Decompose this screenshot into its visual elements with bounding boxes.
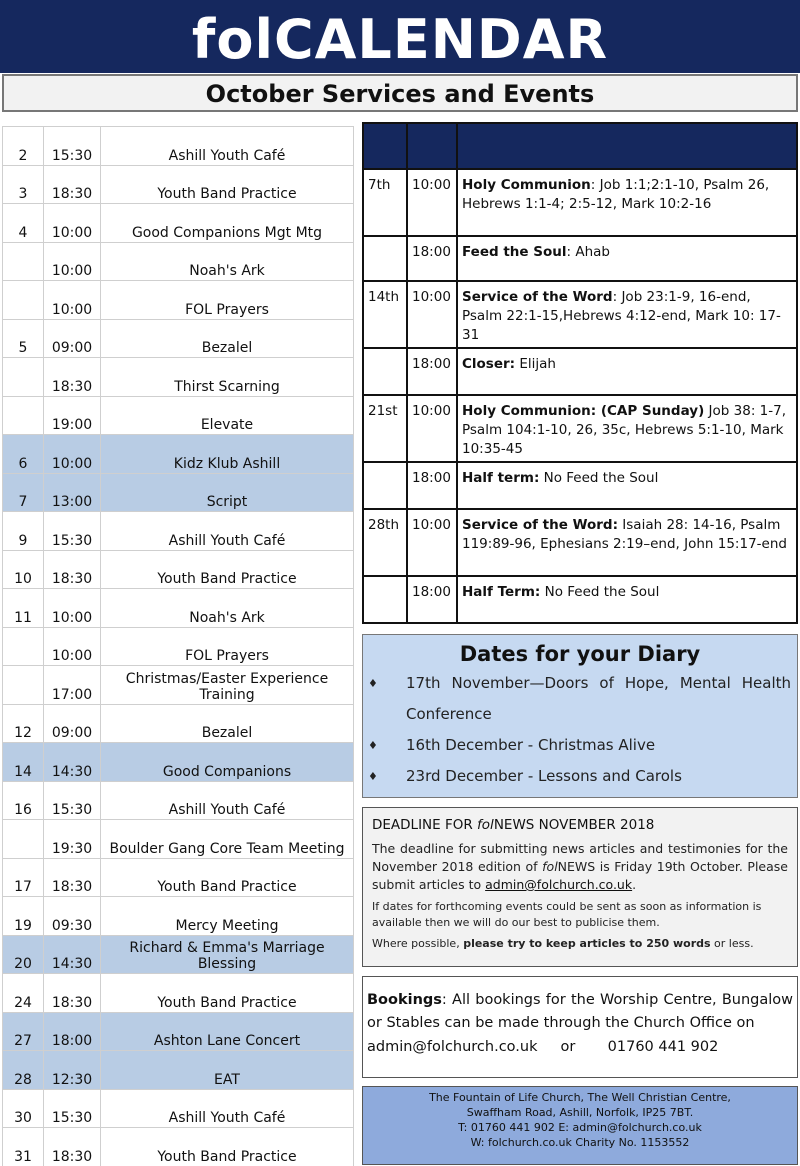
schedule-day <box>3 627 44 666</box>
bookings-contact <box>367 1036 793 1059</box>
service-time: 18:00 <box>407 462 457 509</box>
service-description <box>457 281 797 348</box>
schedule-row <box>3 1051 354 1090</box>
bookings-phone[interactable]: 01760 441 902 <box>607 1039 719 1055</box>
schedule-time: 17:00 <box>44 666 101 705</box>
schedule-event: Noah's Ark <box>101 589 354 628</box>
service-title: Holy Communion: (CAP Sunday) <box>462 403 705 419</box>
schedule-time: 09:00 <box>44 319 101 358</box>
schedule-day: 16 <box>3 781 44 820</box>
diary-item-text: 23rd December - Lessons and Carols <box>406 767 682 785</box>
service-time: 10:00 <box>407 169 457 236</box>
bookings-panel <box>362 976 798 1078</box>
schedule-event: Good Companions <box>101 743 354 782</box>
service-title: Half term: <box>462 470 540 486</box>
schedule-event: Youth Band Practice <box>101 1128 354 1166</box>
service-description <box>457 509 797 576</box>
deadline-title-fol: fol <box>477 817 494 833</box>
service-row <box>363 395 797 462</box>
schedule-day <box>3 281 44 320</box>
service-date <box>363 236 407 281</box>
schedule-event: Youth Band Practice <box>101 550 354 589</box>
footer-line: The Fountain of Life Church, The Well Christian Centre, <box>429 1091 731 1104</box>
schedule-event: Christmas/Easter Experience Training <box>101 666 354 705</box>
deadline-limit-bold: please try to keep articles to 250 words <box>463 937 711 950</box>
schedule-row <box>3 512 354 551</box>
schedule-event: Ashton Lane Concert <box>101 1012 354 1051</box>
schedule-day: 10 <box>3 550 44 589</box>
service-date <box>363 576 407 623</box>
schedule-day: 11 <box>3 589 44 628</box>
service-detail: : Job 23:1-9, 16-end, Psalm 22:1-15,Hebrews 4:12-end, Mark 10: 17-31 <box>462 289 781 343</box>
schedule-time: 15:30 <box>44 127 101 166</box>
schedule-row <box>3 935 354 974</box>
schedule-event: Good Companions Mgt Mtg <box>101 204 354 243</box>
events-schedule-table <box>2 126 354 1166</box>
schedule-event: FOL Prayers <box>101 281 354 320</box>
deadline-text-part: NEWS is Friday 19th October. Please submit articles to <box>372 859 788 892</box>
schedule-event: Ashill Youth Café <box>101 512 354 551</box>
schedule-day: 12 <box>3 704 44 743</box>
service-detail: Isaiah 28: 14-16, Psalm 119:89-96, Ephesians 2:19–end, John 15:17-end <box>462 517 787 552</box>
schedule-time: 14:30 <box>44 935 101 974</box>
diamond-bullet-icon: ♦ <box>368 677 378 690</box>
schedule-day <box>3 820 44 859</box>
schedule-day <box>3 242 44 281</box>
service-row <box>363 169 797 236</box>
service-description <box>457 576 797 623</box>
schedule-day: 7 <box>3 473 44 512</box>
schedule-day: 27 <box>3 1012 44 1051</box>
schedule-event: FOL Prayers <box>101 627 354 666</box>
schedule-row <box>3 666 354 705</box>
deadline-word-limit <box>372 936 788 952</box>
service-row <box>363 348 797 395</box>
deadline-text-part: . <box>632 877 637 892</box>
schedule-row <box>3 435 354 474</box>
schedule-time: 18:30 <box>44 974 101 1013</box>
schedule-day: 24 <box>3 974 44 1013</box>
footer-line: T: 01760 441 902 E: admin@folchurch.co.uk <box>458 1121 702 1134</box>
service-detail: Elijah <box>515 356 556 372</box>
deadline-text <box>372 840 788 894</box>
page-subtitle: October Services and Events <box>2 74 798 112</box>
service-title: Feed the Soul <box>462 244 567 260</box>
schedule-time: 10:00 <box>44 281 101 320</box>
service-time: 18:00 <box>407 348 457 395</box>
schedule-row <box>3 743 354 782</box>
schedule-day <box>3 666 44 705</box>
schedule-row <box>3 204 354 243</box>
schedule-row <box>3 127 354 166</box>
bookings-text: : All bookings for the Worship Centre, Bungalow or Stables can be made through the Church Office on <box>367 992 793 1031</box>
schedule-event: Mercy Meeting <box>101 897 354 936</box>
service-row <box>363 509 797 576</box>
services-header-cell <box>363 123 407 169</box>
service-title: Closer: <box>462 356 516 372</box>
schedule-row <box>3 550 354 589</box>
service-date: 28th <box>363 509 407 576</box>
service-time: 18:00 <box>407 576 457 623</box>
schedule-day: 19 <box>3 897 44 936</box>
schedule-time: 19:00 <box>44 396 101 435</box>
service-time: 18:00 <box>407 236 457 281</box>
service-date: 14th <box>363 281 407 348</box>
schedule-event: Ashill Youth Café <box>101 127 354 166</box>
diary-item-text: 16th December - Christmas Alive <box>406 736 656 754</box>
schedule-row <box>3 281 354 320</box>
diary-item <box>363 761 797 792</box>
schedule-event: Script <box>101 473 354 512</box>
schedule-event: Youth Band Practice <box>101 974 354 1013</box>
deadline-note: If dates for forthcoming events could be sent as soon as information is available then we will do our best to publicise them. <box>372 900 762 929</box>
schedule-day: 6 <box>3 435 44 474</box>
service-row <box>363 576 797 623</box>
schedule-day: 17 <box>3 858 44 897</box>
schedule-day <box>3 358 44 397</box>
schedule-time: 10:00 <box>44 204 101 243</box>
service-row <box>363 281 797 348</box>
service-date <box>363 348 407 395</box>
deadline-title-part: NEWS NOVEMBER 2018 <box>493 817 655 833</box>
service-date: 7th <box>363 169 407 236</box>
schedule-row <box>3 627 354 666</box>
service-date <box>363 462 407 509</box>
services-header-cell <box>407 123 457 169</box>
schedule-time: 15:30 <box>44 781 101 820</box>
diary-item <box>363 730 797 761</box>
schedule-event: Boulder Gang Core Team Meeting <box>101 820 354 859</box>
deadline-text-part: The deadline for submitting news articles and testimonies for the November 2018 edition of <box>372 841 788 874</box>
deadline-limit-part: Where possible, <box>372 937 464 950</box>
masthead-title: folCALENDAR <box>0 0 800 73</box>
schedule-event: Thirst Scarning <box>101 358 354 397</box>
schedule-row <box>3 858 354 897</box>
footer-contact <box>362 1086 798 1165</box>
diary-panel <box>362 634 798 798</box>
schedule-day: 5 <box>3 319 44 358</box>
service-title: Half Term: <box>462 584 541 600</box>
schedule-event: Noah's Ark <box>101 242 354 281</box>
schedule-day <box>3 396 44 435</box>
schedule-event: Youth Band Practice <box>101 165 354 204</box>
services-header-cell <box>457 123 797 169</box>
schedule-time: 18:30 <box>44 858 101 897</box>
service-description <box>457 348 797 395</box>
schedule-time: 13:00 <box>44 473 101 512</box>
deadline-panel <box>362 807 798 967</box>
schedule-event: Ashill Youth Café <box>101 1089 354 1128</box>
schedule-time: 09:30 <box>44 897 101 936</box>
service-description <box>457 236 797 281</box>
schedule-event: Bezalel <box>101 319 354 358</box>
service-description <box>457 169 797 236</box>
schedule-time: 14:30 <box>44 743 101 782</box>
service-title: Holy Communion <box>462 177 591 193</box>
service-time: 10:00 <box>407 509 457 576</box>
diary-list <box>363 668 797 792</box>
schedule-row <box>3 897 354 936</box>
schedule-time: 09:00 <box>44 704 101 743</box>
services-table <box>362 122 798 624</box>
diamond-bullet-icon: ♦ <box>368 739 378 752</box>
schedule-day: 20 <box>3 935 44 974</box>
deadline-title <box>372 817 788 833</box>
schedule-time: 10:00 <box>44 627 101 666</box>
service-detail: No Feed the Soul <box>539 470 659 486</box>
schedule-row <box>3 974 354 1013</box>
schedule-time: 10:00 <box>44 435 101 474</box>
schedule-day: 2 <box>3 127 44 166</box>
schedule-time: 15:30 <box>44 1089 101 1128</box>
service-row <box>363 462 797 509</box>
deadline-title-part: DEADLINE FOR <box>372 817 478 833</box>
bookings-or: or <box>560 1039 576 1055</box>
diary-item <box>363 668 797 730</box>
schedule-row <box>3 319 354 358</box>
schedule-day: 31 <box>3 1128 44 1166</box>
deadline-limit-part: or less. <box>710 937 754 950</box>
service-date: 21st <box>363 395 407 462</box>
service-detail: Job 38: 1-7, Psalm 104:1-10, 26, 35c, Hebrews 5:1-10, Mark 10:35-45 <box>462 403 787 457</box>
schedule-time: 18:30 <box>44 550 101 589</box>
schedule-day: 3 <box>3 165 44 204</box>
schedule-row <box>3 1089 354 1128</box>
service-title: Service of the Word <box>462 289 613 305</box>
schedule-day: 28 <box>3 1051 44 1090</box>
schedule-time: 15:30 <box>44 512 101 551</box>
footer-line: W: folchurch.co.uk Charity No. 1153552 <box>470 1136 690 1149</box>
footer-line: Swaffham Road, Ashill, Norfolk, IP25 7BT. <box>466 1106 694 1119</box>
schedule-time: 19:30 <box>44 820 101 859</box>
schedule-row <box>3 704 354 743</box>
schedule-event: Elevate <box>101 396 354 435</box>
schedule-time: 10:00 <box>44 242 101 281</box>
services-header-row <box>363 123 797 169</box>
diary-item-text: 17th November—Doors of Hope, Mental Health Conference <box>406 674 791 723</box>
bookings-email[interactable]: admin@folchurch.co.uk <box>367 1039 538 1055</box>
service-time: 10:00 <box>407 281 457 348</box>
schedule-event: Kidz Klub Ashill <box>101 435 354 474</box>
service-row <box>363 236 797 281</box>
schedule-time: 12:30 <box>44 1051 101 1090</box>
schedule-day: 4 <box>3 204 44 243</box>
service-time: 10:00 <box>407 395 457 462</box>
diary-title: Dates for your Diary <box>459 642 701 666</box>
schedule-time: 18:30 <box>44 165 101 204</box>
bookings-label: Bookings <box>367 992 442 1008</box>
schedule-row <box>3 396 354 435</box>
schedule-row <box>3 1012 354 1051</box>
schedule-time: 18:30 <box>44 1128 101 1166</box>
schedule-row <box>3 589 354 628</box>
service-detail: No Feed the Soul <box>540 584 660 600</box>
schedule-row <box>3 358 354 397</box>
schedule-time: 18:30 <box>44 358 101 397</box>
schedule-row <box>3 820 354 859</box>
schedule-row <box>3 781 354 820</box>
schedule-event: Youth Band Practice <box>101 858 354 897</box>
schedule-event: Ashill Youth Café <box>101 781 354 820</box>
service-detail: : Job 1:1;2:1-10, Psalm 26, Hebrews 1:1-4; 2:5-12, Mark 10:2-16 <box>462 177 770 212</box>
service-description <box>457 395 797 462</box>
service-description <box>457 462 797 509</box>
diamond-bullet-icon: ♦ <box>368 770 378 783</box>
schedule-event: Bezalel <box>101 704 354 743</box>
deadline-text-fol: fol <box>542 859 558 874</box>
schedule-event: EAT <box>101 1051 354 1090</box>
schedule-event: Richard & Emma's Marriage Blessing <box>101 935 354 974</box>
schedule-day: 14 <box>3 743 44 782</box>
service-title: Service of the Word: <box>462 517 618 533</box>
schedule-row <box>3 473 354 512</box>
schedule-time: 18:00 <box>44 1012 101 1051</box>
schedule-time: 10:00 <box>44 589 101 628</box>
schedule-day: 30 <box>3 1089 44 1128</box>
schedule-row <box>3 1128 354 1166</box>
schedule-row <box>3 242 354 281</box>
schedule-row <box>3 165 354 204</box>
schedule-day: 9 <box>3 512 44 551</box>
service-detail: : Ahab <box>566 244 610 260</box>
deadline-email-link[interactable]: admin@folchurch.co.uk <box>485 877 633 892</box>
